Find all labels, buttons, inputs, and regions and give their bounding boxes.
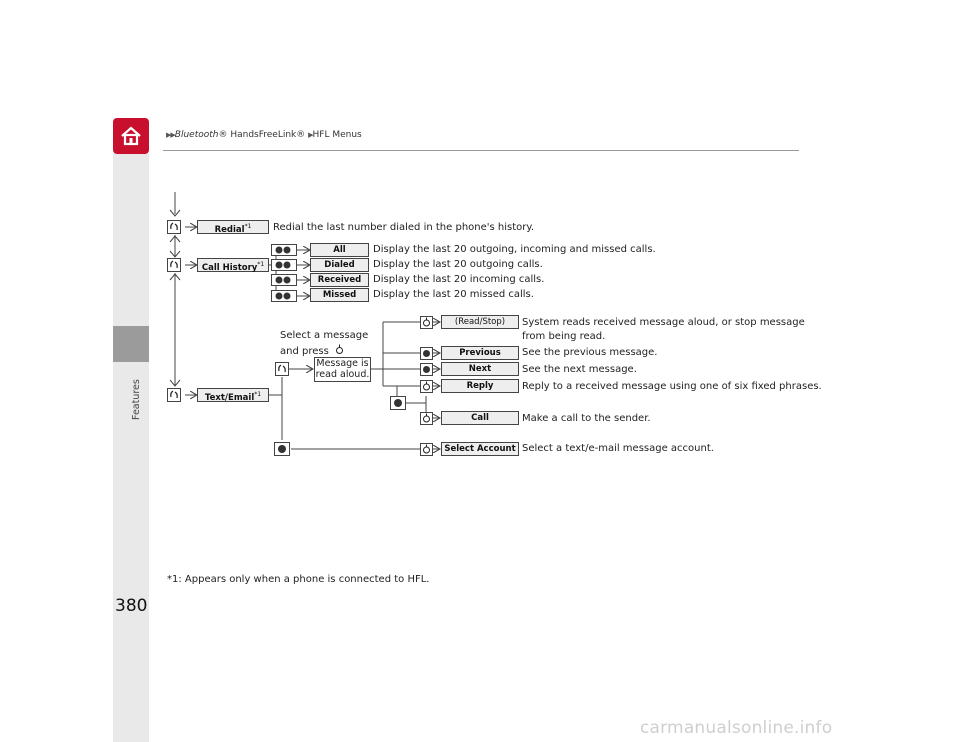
menu-call-history-label: Call History bbox=[201, 262, 258, 273]
phone-talk-icon bbox=[167, 388, 181, 402]
menu-text-email-label: Text/Email bbox=[204, 392, 255, 403]
press-note-text: and press bbox=[280, 346, 329, 357]
page-number: 380 bbox=[115, 596, 148, 616]
menu-dialed[interactable]: Dialed bbox=[310, 258, 369, 272]
menu-read-stop[interactable]: (Read/Stop) bbox=[441, 315, 519, 329]
message-box-line1: Message is bbox=[316, 358, 369, 369]
breadcrumb-part-menus: HFL Menus bbox=[312, 130, 362, 140]
press-knob-icon bbox=[420, 316, 433, 329]
footnote-mark: *1 bbox=[257, 261, 265, 268]
menu-call-history[interactable] bbox=[197, 258, 269, 272]
press-knob-icon bbox=[420, 380, 433, 393]
message-read-aloud-box bbox=[314, 357, 371, 382]
breadcrumb-reg: ® bbox=[218, 130, 228, 140]
selector-knob-icon bbox=[274, 442, 290, 456]
menu-text-email[interactable] bbox=[197, 388, 269, 402]
read-stop-description-line2: from being read. bbox=[522, 331, 606, 342]
all-description: Display the last 20 outgoing, incoming and missed calls. bbox=[373, 244, 656, 255]
menu-next[interactable]: Next bbox=[441, 362, 519, 376]
message-box-line2: read aloud. bbox=[315, 369, 370, 380]
phone-talk-icon bbox=[275, 362, 289, 376]
menu-call[interactable]: Call bbox=[441, 411, 519, 425]
selector-knob-icon bbox=[271, 244, 297, 256]
watermark: carmanualsonline.info bbox=[640, 718, 833, 738]
phone-talk-icon bbox=[167, 220, 181, 234]
next-description: See the next message. bbox=[522, 364, 637, 375]
menu-missed[interactable]: Missed bbox=[310, 288, 369, 302]
selector-knob-icon bbox=[271, 274, 297, 286]
select-account-description: Select a text/e-mail message account. bbox=[522, 443, 714, 454]
phone-talk-icon bbox=[167, 258, 181, 272]
press-knob-icon bbox=[334, 344, 345, 355]
selector-knob-icon bbox=[420, 363, 433, 376]
press-knob-icon bbox=[420, 443, 433, 456]
menu-reply[interactable]: Reply bbox=[441, 379, 519, 393]
selector-knob-icon bbox=[271, 290, 297, 302]
breadcrumb-part-hfl: HandsFreeLink® bbox=[227, 130, 306, 140]
breadcrumb-part-bluetooth: Bluetooth bbox=[174, 130, 219, 140]
read-stop-description-line1: System reads received message aloud, or stop message bbox=[522, 317, 805, 328]
breadcrumb-arrow-icon: ▶ bbox=[308, 131, 313, 139]
dialed-description: Display the last 20 outgoing calls. bbox=[373, 259, 543, 270]
select-message-note: Select a message bbox=[280, 330, 369, 341]
section-label: Features bbox=[131, 379, 142, 420]
missed-description: Display the last 20 missed calls. bbox=[373, 289, 534, 300]
menu-previous[interactable]: Previous bbox=[441, 346, 519, 360]
reply-description: Reply to a received message using one of six fixed phrases. bbox=[522, 381, 822, 392]
footnote: *1: Appears only when a phone is connected to HFL. bbox=[167, 574, 430, 585]
menu-redial-label: Redial bbox=[214, 224, 245, 235]
selector-knob-icon bbox=[390, 396, 406, 410]
previous-description: See the previous message. bbox=[522, 347, 658, 358]
footnote-mark: *1 bbox=[244, 223, 252, 230]
menu-all[interactable]: All bbox=[310, 243, 369, 257]
call-description: Make a call to the sender. bbox=[522, 413, 651, 424]
menu-received[interactable]: Received bbox=[310, 273, 369, 287]
breadcrumb-arrow-icon: ▶▶ bbox=[166, 131, 175, 139]
menu-redial[interactable] bbox=[197, 220, 269, 234]
press-note bbox=[280, 344, 345, 357]
press-knob-icon bbox=[420, 412, 433, 425]
redial-description: Redial the last number dialed in the phone's history. bbox=[273, 222, 535, 233]
menu-select-account[interactable]: Select Account bbox=[441, 442, 519, 456]
selector-knob-icon bbox=[420, 347, 433, 360]
received-description: Display the last 20 incoming calls. bbox=[373, 274, 545, 285]
selector-knob-icon bbox=[271, 259, 297, 271]
footnote-mark: *1 bbox=[254, 391, 262, 398]
